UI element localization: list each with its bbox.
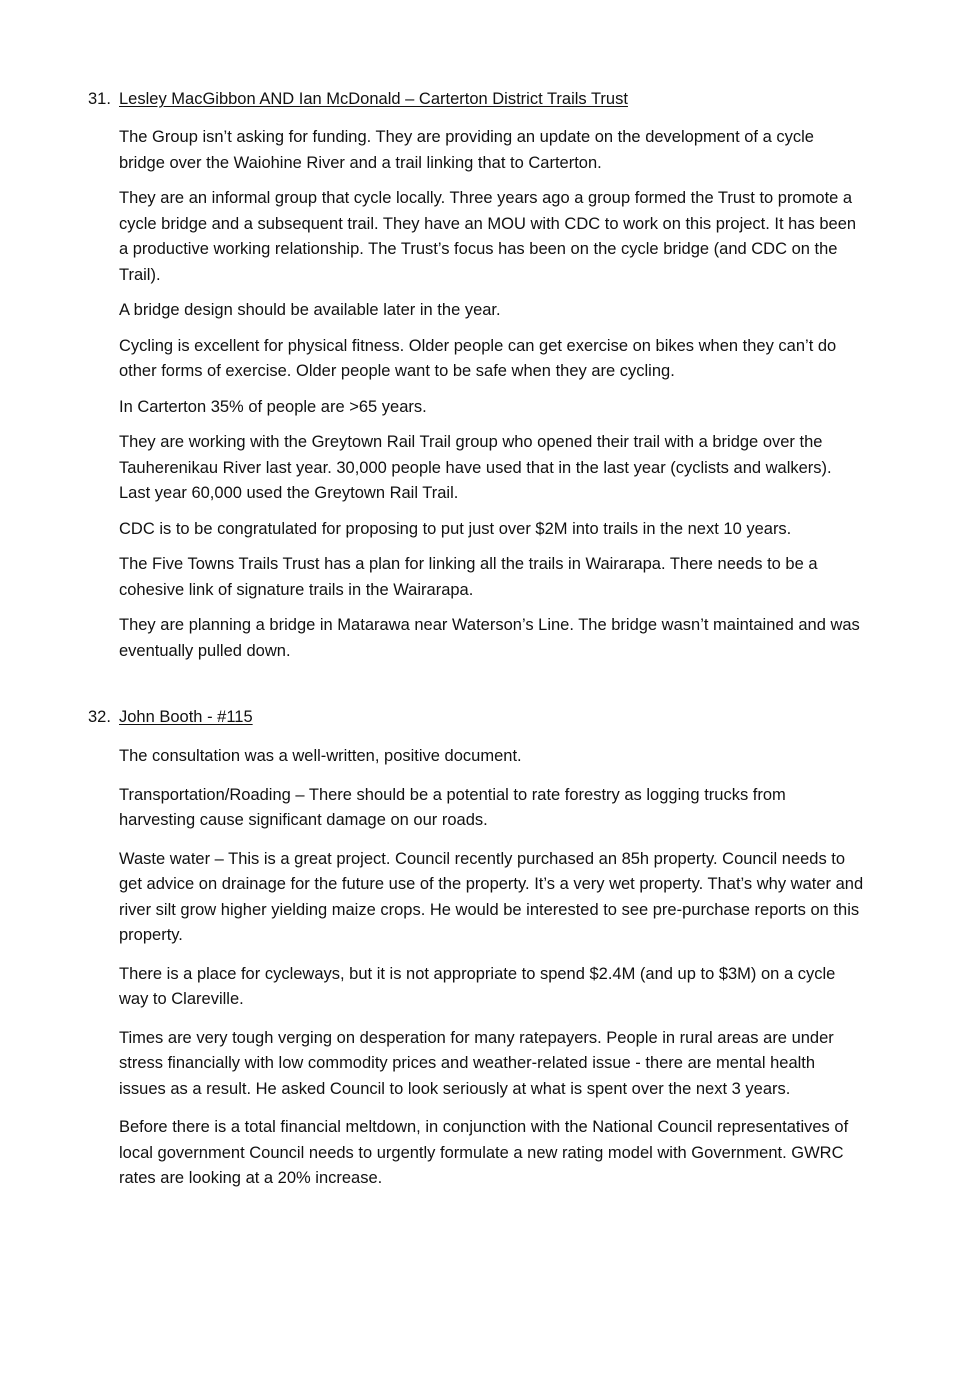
paragraph: Times are very tough verging on desperation for many ratepayers. People in rural areas are under stress financially with low commodity prices and weather-related issue - there are mental health issues as a result. He asked Council to look seriously at what is spent over the next 3 years. (119, 1028, 834, 1098)
section-title: Lesley MacGibbon AND Ian McDonald – Carterton District Trails Trust (119, 90, 628, 108)
section-number: 31. (88, 90, 111, 108)
paragraph: The Five Towns Trails Trust has a plan for linking all the trails in Wairarapa. There needs to be a cohesive link of signature trails in the Wairarapa. (119, 555, 818, 599)
paragraph: Waste water – This is a great project. Council recently purchased an 85h property. Council needs to get advice on drainage for the future use of the property. It’s a very wet property. That’s why water and river silt grow higher yielding maize crops. He would be interested to see pre-purchase reports on this property. (119, 849, 864, 944)
paragraph: The consultation was a well-written, positive document. (119, 747, 522, 765)
submission-section-31 (0, 88, 968, 674)
paragraph: They are working with the Greytown Rail Trail group who opened their trail with a bridge over the Tauherenikau River last year. 30,000 people have used that in the last year (cyclists and walkers). Last year 60,000 used the Greytown Rail Trail. (119, 433, 832, 502)
paragraph: In Carterton 35% of people are >65 years. (119, 397, 427, 416)
paragraph: CDC is to be congratulated for proposing to put just over $2M into trails in the next 10 years. (119, 519, 792, 538)
section-title: John Booth - #115 (119, 708, 253, 726)
paragraph: They are planning a bridge in Matarawa near Waterson’s Line. The bridge wasn’t maintained and was eventually pulled down. (119, 616, 860, 660)
section-number: 32. (88, 708, 111, 726)
paragraph: The Group isn’t asking for funding. They are providing an update on the development of a cycle bridge over the Waiohine River and a trail linking that to Carterton. (119, 128, 814, 172)
section-heading (0, 706, 968, 728)
submission-section-32 (0, 706, 968, 1205)
paragraph: A bridge design should be available later in the year. (119, 301, 501, 319)
paragraph: There is a place for cycleways, but it is not appropriate to spend $2.4M (and up to $3M) on a cycle way to Clareville. (119, 964, 836, 1008)
paragraph: Cycling is excellent for physical fitness. Older people can get exercise on bikes when they can’t do other forms of exercise. Older people want to be safe when they are cycling. (119, 336, 837, 380)
paragraph: They are an informal group that cycle locally. Three years ago a group formed the Trust to promote a cycle bridge and a subsequent trail. They have an MOU with CDC to work on this project. It has been a productive working relationship. The Trust’s focus has been on the cycle bridge (and CDC on the Trail). (119, 189, 857, 284)
paragraph: Transportation/Roading – There should be a potential to rate forestry as logging trucks from harvesting cause significant damage on our roads. (119, 785, 786, 829)
paragraph: Before there is a total financial meltdown, in conjunction with the National Council representatives of local government Council needs to urgently formulate a new rating model with Government. GWRC rates are looking at a 20% increase. (119, 1118, 849, 1187)
section-heading (0, 88, 968, 110)
